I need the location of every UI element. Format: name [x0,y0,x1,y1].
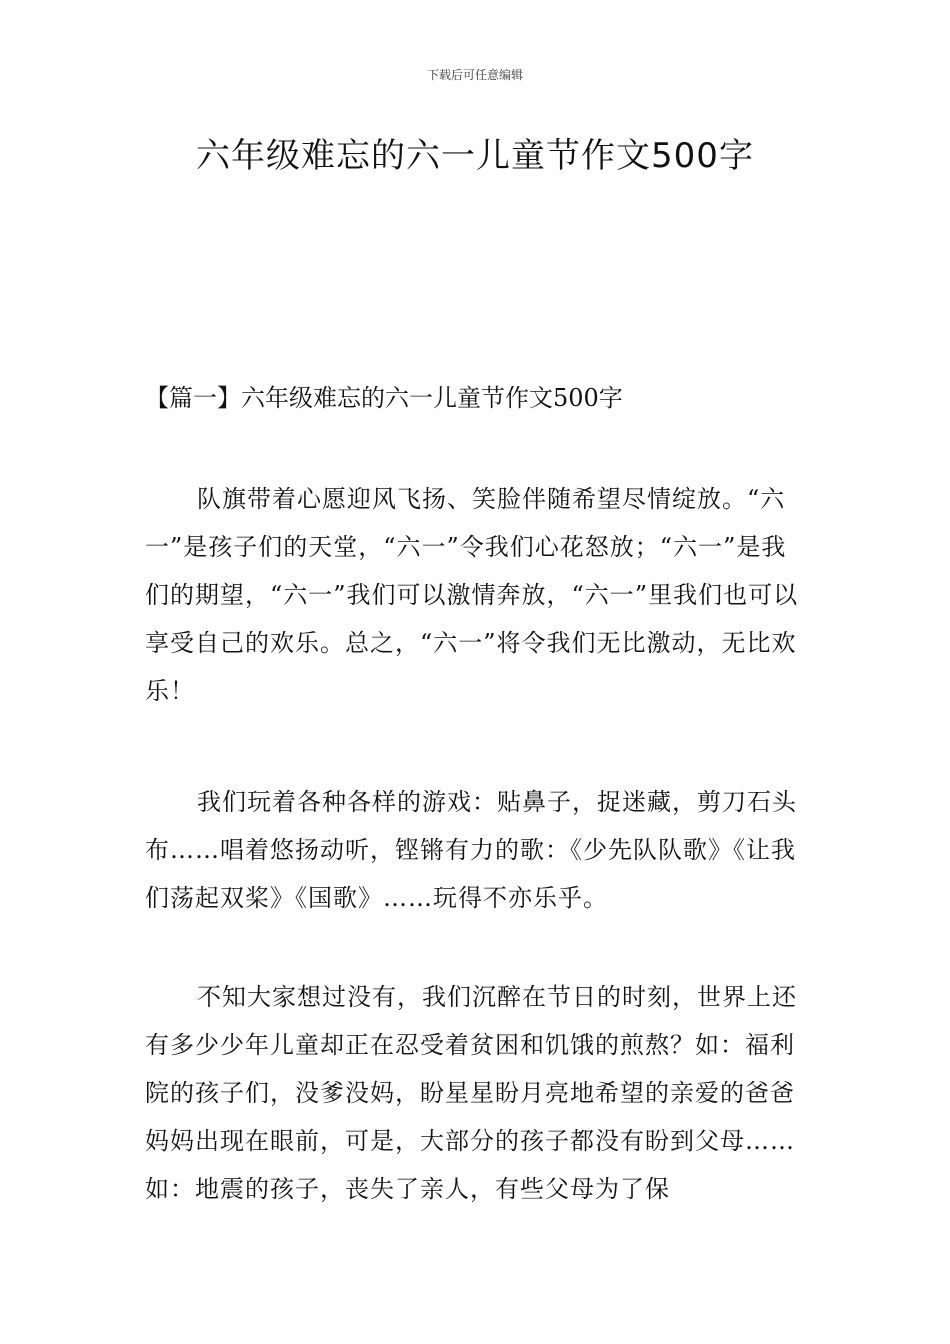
paragraph-1: 队旗带着心愿迎风飞扬、笑脸伴随希望尽情绽放。“六一”是孩子们的天堂，“六一”令我们心花怒放；“六一”是我们的期望，“六一”我们可以激情奔放，“六一”里我们也可以享受自己的欢乐。总之，“六一”将令我们无比激动，无比欢乐！ [145,485,799,705]
paragraph-3: 不知大家想过没有，我们沉醉在节日的时刻，世界上还有多少少年儿童却正在忍受着贫困和饥饿的煎熬？如：福利院的孩子们，没爹没妈，盼星星盼月亮地希望的亲爱的爸爸妈妈出现在眼前，可是，大部分的孩子都没有盼到父母……如：地震的孩子，丧失了亲人，有些父母为了保 [145,983,797,1203]
paragraph-2: 我们玩着各种各样的游戏：贴鼻子，捉迷藏，剪刀石头布……唱着悠扬动听，铿锵有力的歌：《少先队队歌》《让我们荡起双桨》《国歌》……玩得不亦乐乎。 [145,788,797,912]
header-note: 下载后可任意编辑 [426,68,523,82]
document-title: 六年级难忘的六一儿童节作文500字 [196,136,754,176]
section-heading: 【篇一】六年级难忘的六一儿童节作文500字 [145,384,623,412]
